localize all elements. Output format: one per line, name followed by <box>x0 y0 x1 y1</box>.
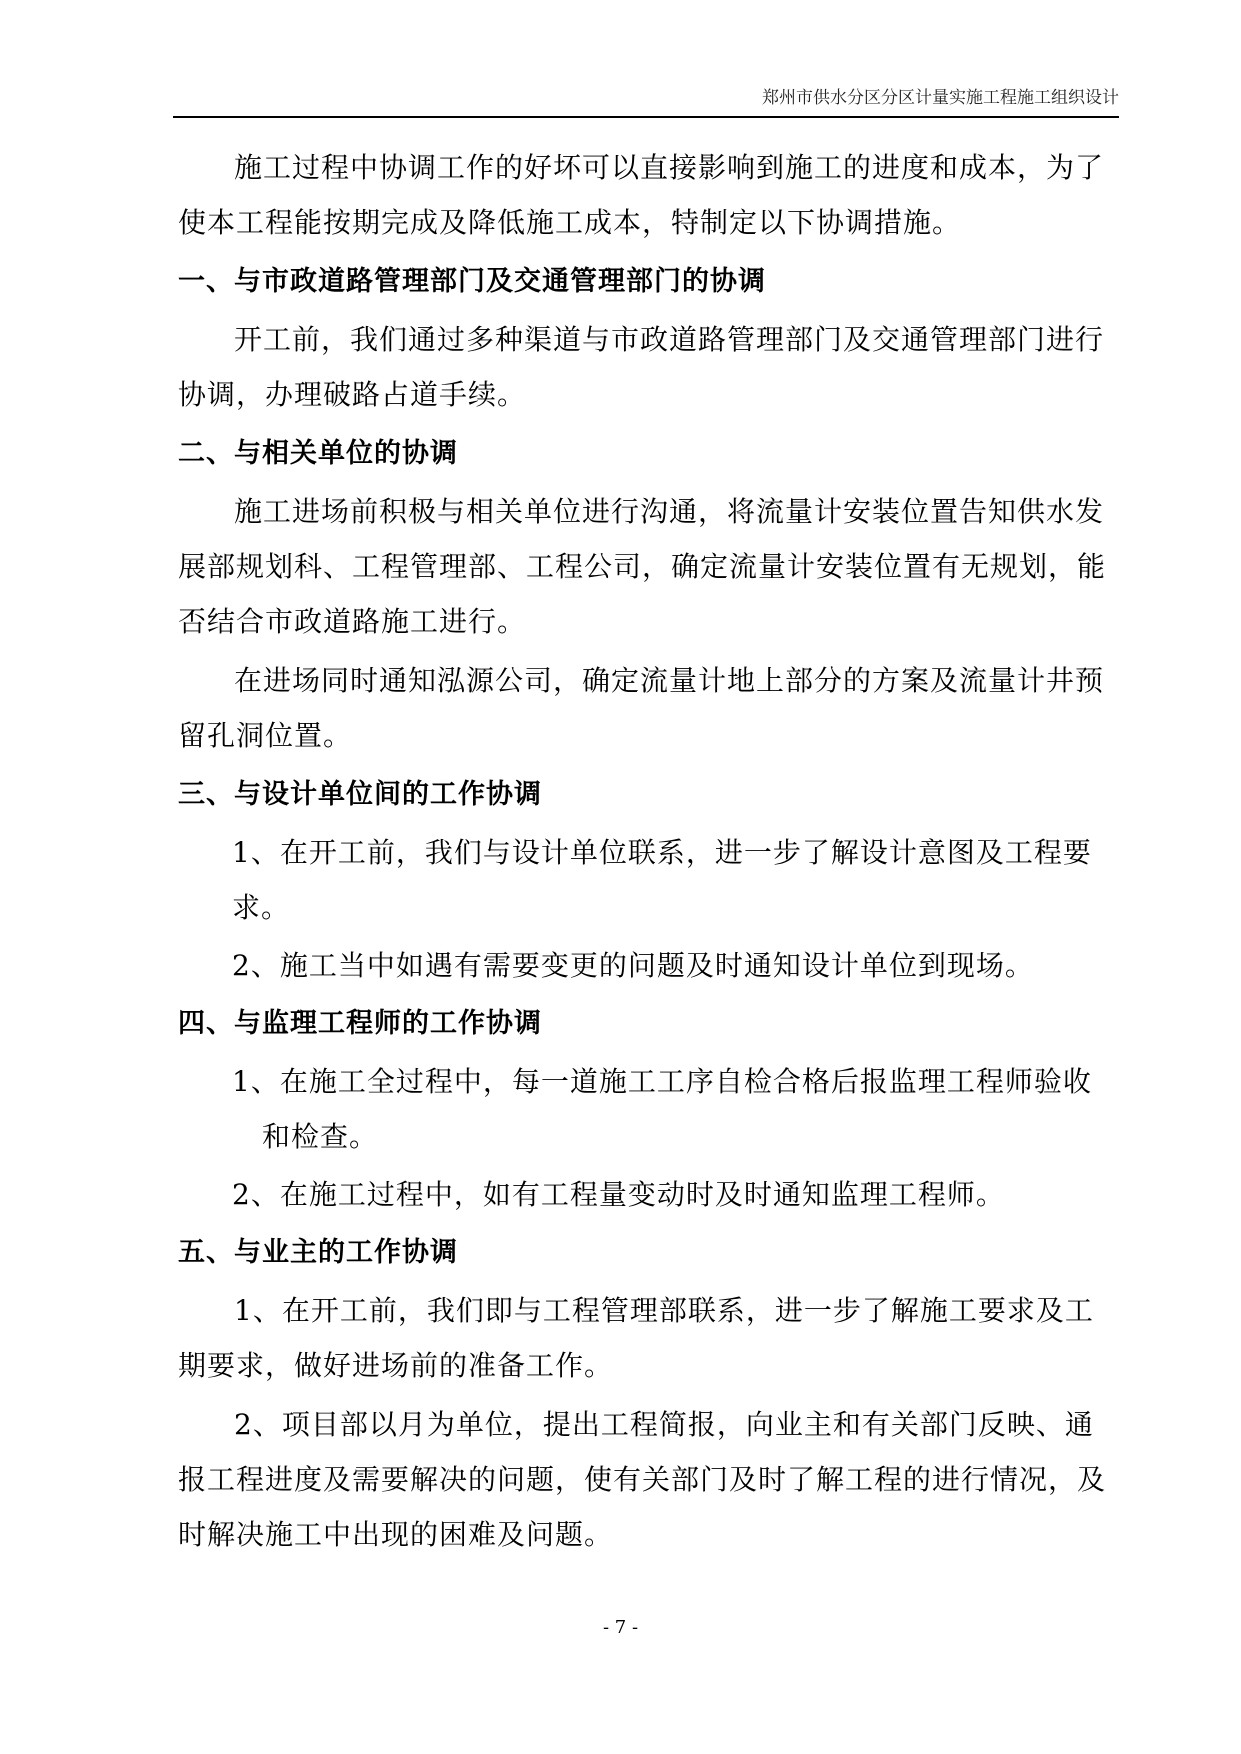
section-heading: 五、与业主的工作协调 <box>178 1237 458 1268</box>
list-item: 2、在施工过程中，如有工程量变动时及时通知监理工程师。 <box>232 1178 1005 1211</box>
list-item: 1、在开工前，我们与设计单位联系，进一步了解设计意图及工程要求。 <box>232 836 1092 924</box>
intro-paragraph: 施工过程中协调工作的好坏可以直接影响到施工的进度和成本，为了使本工程能按期完成及降低施工成本，特制定以下协调措施。 <box>178 151 1105 239</box>
document-body <box>178 140 1118 1566</box>
list-item: 2、施工当中如遇有需要变更的问题及时通知设计单位到现场。 <box>232 949 1034 982</box>
section-heading: 三、与设计单位间的工作协调 <box>178 779 542 810</box>
page-header <box>173 82 1119 118</box>
paragraph: 1、在开工前，我们即与工程管理部联系，进一步了解施工要求及工期要求，做好进场前的准备工作。 <box>178 1294 1094 1382</box>
document-title: 郑州市供水分区分区计量实施工程施工组织设计 <box>762 88 1119 108</box>
page-number: - 7 - <box>602 1617 639 1638</box>
list-item: 1、在施工全过程中，每一道施工工序自检合格后报监理工程师验收和检查。 <box>232 1065 1092 1153</box>
paragraph: 2、项目部以月为单位，提出工程简报，向业主和有关部门反映、通报工程进度及需要解决的问题，使有关部门及时了解工程的进行情况，及时解决施工中出现的困难及问题。 <box>178 1408 1107 1551</box>
paragraph: 在进场同时通知泓源公司，确定流量计地上部分的方案及流量计井预留孔洞位置。 <box>178 664 1105 752</box>
paragraph: 开工前，我们通过多种渠道与市政道路管理部门及交通管理部门进行协调，办理破路占道手续。 <box>178 323 1105 411</box>
section-heading: 二、与相关单位的协调 <box>178 438 458 469</box>
paragraph: 施工进场前积极与相关单位进行沟通，将流量计安装位置告知供水发展部规划科、工程管理部、工程公司，确定流量计安装位置有无规划，能否结合市政道路施工进行。 <box>178 495 1107 638</box>
section-heading: 一、与市政道路管理部门及交通管理部门的协调 <box>178 266 766 297</box>
section-heading: 四、与监理工程师的工作协调 <box>178 1008 542 1039</box>
